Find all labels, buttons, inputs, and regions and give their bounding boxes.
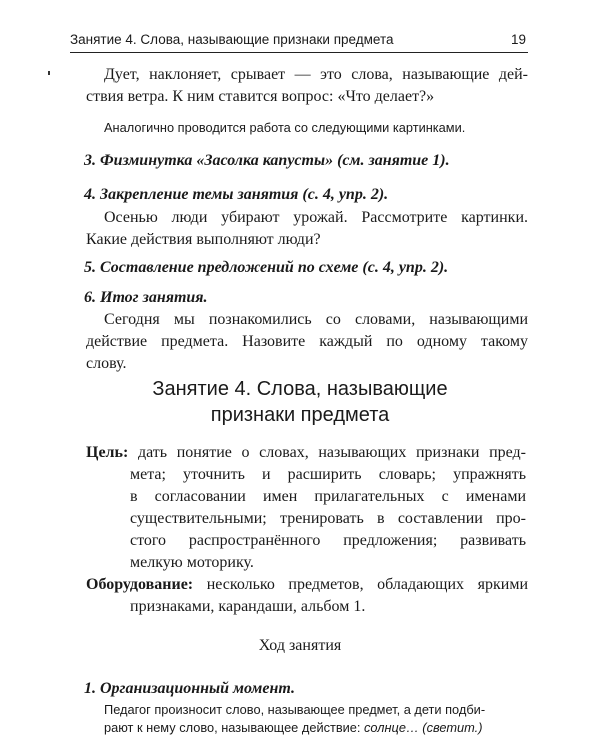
intro-line-1: Дует, наклоняет, срывает — это слова, называющие дей- [104,66,528,83]
equipment-line-2: признаками, карандаши, альбом 1. [130,598,366,615]
section-4-heading: 4. Закрепление темы занятия (с. 4, упр. 2). [84,186,389,203]
section-1-line-1: Педагог произносит слово, называющее предмет, а дети подби- [104,702,486,717]
section-4-line-1: Осенью люди убирают урожай. Рассмотрите картинки. [104,209,528,226]
margin-mark [48,71,50,75]
section-4-line-2: Какие действия выполняют люди? [86,231,321,248]
section-6-line-2: действие предмета. Назовите каждый по одному такому [86,333,528,350]
goal-line-1: Цель: дать понятие о словах, называющих признаки пред- [86,444,527,461]
section-6-line-1: Сегодня мы познакомились со словами, называющими [104,311,528,328]
note-similar-pictures: Аналогично проводится работа со следующими картинками. [104,120,466,135]
goal-line-3: в согласовании имен прилагательных с именами [130,488,526,505]
intro-line-2: ствия ветра. К ним ставится вопрос: «Что делает?» [86,88,435,105]
section-1-line-2: рают к нему слово, называющее действие: солнце… (светит.) [104,720,483,735]
lesson-title-line-2: признаки предмета [210,404,390,426]
section-6-line-3: слову. [86,355,127,372]
section-6-heading: 6. Итог занятия. [84,289,208,306]
course-title: Ход занятия [258,637,342,654]
running-header-title: Занятие 4. Слова, называющие признаки предмета [70,32,394,47]
goal-line-6: мелкую моторику. [130,554,254,571]
goal-line-2: мета; уточнить и расширить словарь; упражнять [130,466,526,483]
section-3-heading: 3. Физминутка «Засолка капусты» (см. занятие 1). [84,152,450,169]
running-header [70,30,528,53]
equipment-line-1: Оборудование: несколько предметов, обладающих яркими [86,576,529,593]
section-1-heading: 1. Организационный момент. [84,680,295,697]
goal-line-5: стого распространённого предложения; развивать [130,532,526,549]
section-5-heading: 5. Составление предложений по схеме (с. 4, упр. 2). [84,259,449,276]
page-number: 19 [510,32,526,47]
equipment-label: Оборудование: [86,576,194,593]
goal-line-4: существительными; тренировать в составлении про- [130,510,526,527]
goal-label: Цель: [86,444,129,461]
lesson-title-line-1: Занятие 4. Слова, называющие [152,378,448,400]
